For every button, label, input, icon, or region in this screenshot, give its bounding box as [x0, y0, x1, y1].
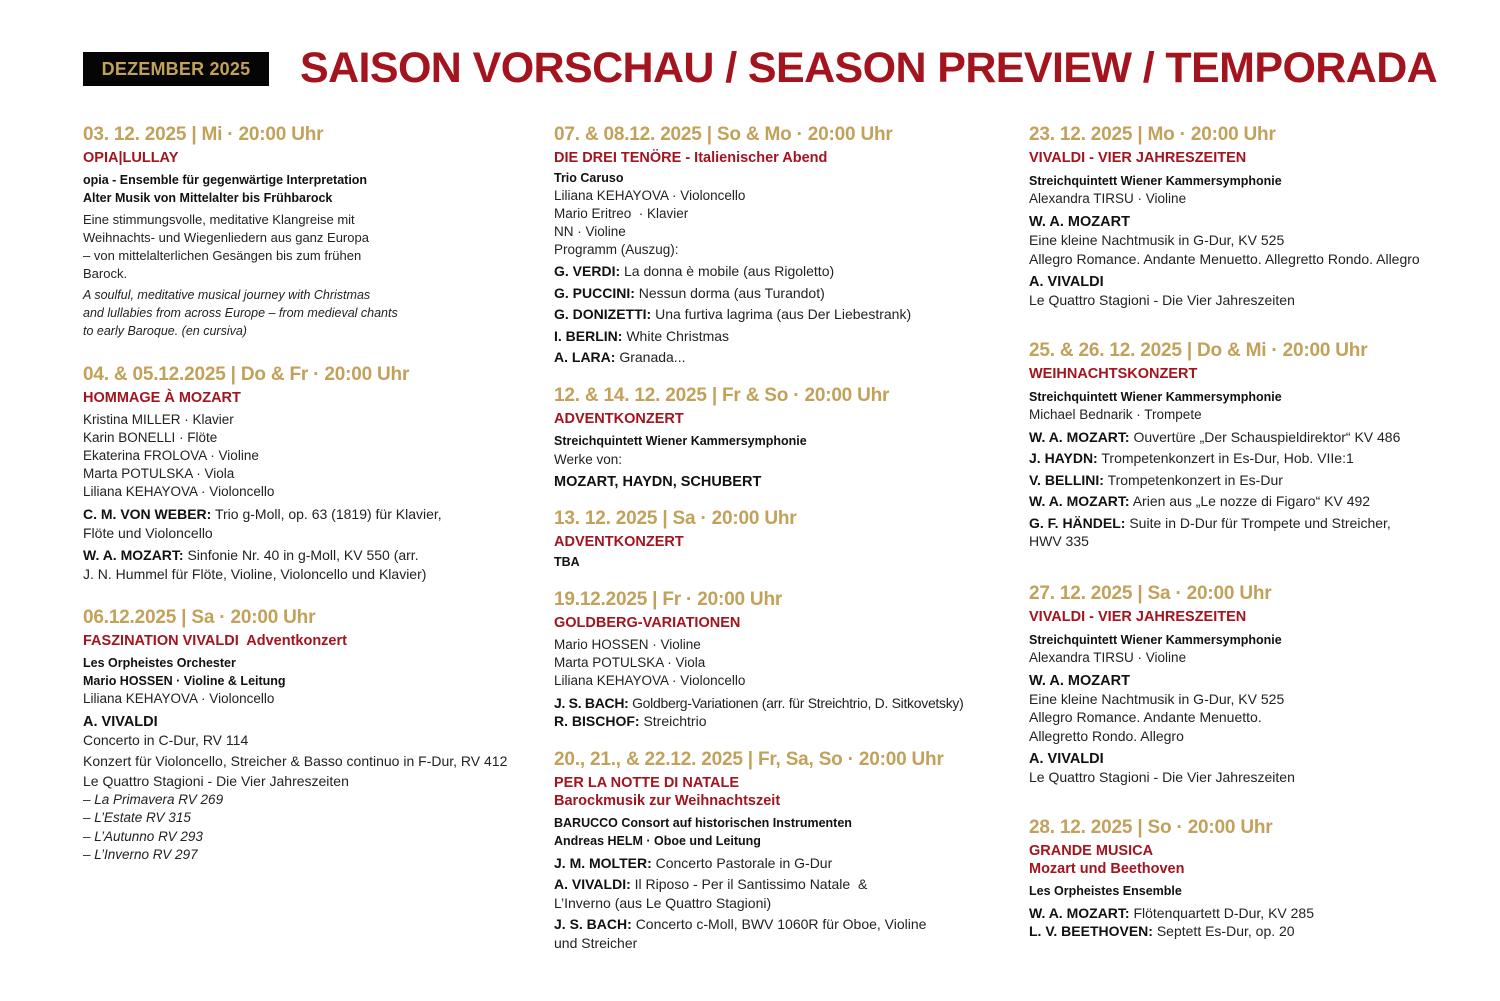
event-06-12: [83, 605, 533, 865]
composer: W. A. MOZART: [1029, 214, 1130, 230]
event-date: 23. 12. 2025 | Mo · 20:00 Uhr: [1029, 124, 1276, 145]
performer: NN · Violine: [554, 224, 626, 239]
piece: Flötenquartett D-Dur, KV 285: [1133, 904, 1315, 921]
piece: Sinfonie Nr. 40 in g-Moll, KV 550 (arr.: [187, 547, 419, 563]
description-line: Weihnachts- und Wiegenliedern aus ganz Europa: [83, 230, 369, 245]
composer: L. V. BEETHOVEN:: [1029, 923, 1153, 939]
composer: J. M. MOLTER:: [554, 854, 652, 871]
movement: – L’Estate RV 315: [83, 810, 191, 825]
piece: Trompetenkonzert in Es-Dur: [1107, 471, 1283, 488]
event-title: ADVENTKONZERT: [554, 533, 684, 550]
piece: Konzert für Violoncello, Streicher & Basso continuo in F-Dur, RV 412: [83, 752, 508, 769]
event-date: 12. & 14. 12. 2025 | Fr & So · 20:00 Uhr: [554, 384, 890, 406]
piece: Le Quattro Stagioni - Die Vier Jahreszeiten: [1029, 769, 1295, 785]
piece: Ouvertüre „Der Schauspieldirektor“ KV 486: [1133, 428, 1401, 445]
ensemble-line: Les Orpheistes Orchester: [83, 656, 236, 670]
note: Werke von:: [554, 451, 623, 467]
ensemble-line: Mario HOSSEN · Violine & Leitung: [83, 674, 286, 688]
description-line: Barock.: [83, 266, 128, 281]
piece: Granada...: [619, 349, 686, 365]
ensemble-line: Alter Musik von Mittelalter bis Frühbarock: [83, 191, 333, 205]
ensemble: [83, 171, 533, 207]
ensemble: Streichquintett Wiener Kammersymphonie: [1029, 632, 1282, 647]
work-item: [554, 875, 1009, 912]
event-title: WEIHNACHTSKONZERT: [1029, 365, 1198, 382]
event-title: PER LA NOTTE DI NATALE: [554, 774, 740, 791]
piece: La donna è mobile (aus Rigoletto): [624, 263, 835, 279]
event-28-12: [1029, 815, 1489, 941]
piece: Goldberg-Variationen (arr. für Streichtrio, D. Sitkovetsky): [632, 694, 964, 711]
event-25-26-12: [1029, 338, 1489, 551]
composer: V. BELLINI:: [1029, 471, 1104, 488]
movement: – L’Inverno RV 297: [83, 847, 198, 862]
piece: Arien aus „Le nozze di Figaro“ KV 492: [1132, 493, 1371, 509]
ensemble: Streichquintett Wiener Kammersymphonie: [1029, 174, 1282, 188]
piece: Concerto c-Moll, BWV 1060R für Oboe, Violine: [635, 916, 927, 932]
ensemble: TBA: [554, 554, 580, 569]
event-title: VIVALDI - VIER JAHRESZEITEN: [1029, 150, 1247, 166]
work-item: [554, 915, 1009, 952]
event-subtitle: Mozart und Beethoven: [1029, 860, 1185, 877]
event-date: 25. & 26. 12. 2025 | Do & Mi · 20:00 Uhr: [1029, 339, 1368, 361]
piece: Eine kleine Nachtmusik in G-Dur, KV 525: [1029, 690, 1285, 707]
composer: C. M. VON WEBER:: [83, 506, 212, 522]
event-date: 07. & 08.12. 2025 | So & Mo · 20:00 Uhr: [554, 124, 893, 145]
piece: Suite in D-Dur für Trompete und Streicher,: [1129, 514, 1391, 531]
performer: Kristina MILLER · Klavier: [83, 412, 234, 427]
event-title: GOLDBERG-VARIATIONEN: [554, 614, 741, 631]
work-item: [554, 327, 1009, 346]
performer: Mario HOSSEN · Violine: [554, 636, 701, 652]
movement: – La Primavera RV 269: [83, 791, 224, 807]
description: [83, 211, 533, 283]
description-line: – von mittelalterlichen Gesängen bis zum frühen: [83, 248, 362, 263]
event-title: HOMMAGE À MOZART: [83, 390, 241, 406]
composer: R. BISCHOF:: [554, 713, 640, 729]
piece: Le Quattro Stagioni - Die Vier Jahreszeiten: [83, 773, 349, 789]
description-line: to early Baroque. (en cursiva): [83, 324, 247, 338]
performer: Liliana KEHAYOVA · Violoncello: [554, 672, 746, 688]
composer: W. A. MOZART:: [83, 547, 184, 563]
movement: – L’Autunno RV 293: [83, 828, 203, 844]
work-item: [554, 694, 1009, 713]
performers: [83, 411, 533, 501]
composer: W. A. MOZART:: [1029, 904, 1130, 921]
event-date: 04. & 05.12.2025 | Do & Fr · 20:00 Uhr: [83, 364, 410, 385]
performers: [554, 636, 1009, 690]
composer: W. A. MOZART: [1029, 672, 1130, 689]
performer: Liliana KEHAYOVA · Violoncello: [83, 691, 275, 706]
performer: Mario Eritreo · Klavier: [554, 206, 689, 221]
event-20-21-22-12: [554, 747, 1009, 953]
composer: A. LARA:: [554, 349, 616, 365]
event-date: 28. 12. 2025 | So · 20:00 Uhr: [1029, 816, 1273, 838]
performer: Ekaterina FROLOVA · Violine: [83, 448, 259, 463]
event-date: 20., 21., & 22.12. 2025 | Fr, Sa, So · 20:00 Uhr: [554, 748, 944, 770]
composer: W. A. MOZART:: [1029, 428, 1130, 445]
description-line: and lullabies from across Europe – from medieval chants: [83, 306, 398, 320]
performer: Liliana KEHAYOVA · Violoncello: [554, 188, 746, 203]
event-date: 06.12.2025 | Sa · 20:00 Uhr: [83, 607, 316, 628]
performer: Michael Bednarik · Trompete: [1029, 406, 1202, 422]
performer: Alexandra TIRSU · Violine: [1029, 191, 1187, 206]
work-item: [1029, 922, 1489, 941]
work-item: [83, 546, 533, 583]
performer: Alexandra TIRSU · Violine: [1029, 649, 1187, 665]
work-item: [554, 262, 1009, 281]
composer: I. BERLIN:: [554, 327, 623, 344]
piece: Il Riposo - Per il Santissimo Natale &: [634, 876, 868, 892]
event-03-12: [83, 122, 533, 340]
work-item: [1029, 514, 1489, 551]
event-23-12: [1029, 122, 1489, 310]
composer: G. PUCCINI:: [554, 284, 635, 301]
piece-cont: und Streicher: [554, 934, 638, 951]
event-subtitle: Barockmusik zur Weihnachtszeit: [554, 792, 781, 809]
piece: Concerto Pastorale in G-Dur: [655, 854, 833, 871]
performer: Marta POTULSKA · Viola: [83, 466, 235, 481]
composer: J. S. BACH:: [554, 694, 629, 711]
work-item: [1029, 449, 1489, 468]
piece: Allegro Romance. Andante Menuetto. Allegretto Rondo. Allegro: [1029, 250, 1420, 267]
ensemble-line: Andreas HELM · Oboe und Leitung: [554, 833, 761, 848]
event-27-12: [1029, 581, 1489, 787]
work-item: [554, 305, 1009, 324]
event-04-05-12: [83, 362, 533, 583]
piece-cont: HWV 335: [1029, 533, 1089, 549]
event-date: 27. 12. 2025 | Sa · 20:00 Uhr: [1029, 582, 1272, 604]
piece-cont: L’Inverno (aus Le Quattro Stagioni): [554, 894, 772, 911]
piece: Streichtrio: [643, 713, 707, 729]
description-line: Eine stimmungsvolle, meditative Klangreise mit: [83, 212, 355, 227]
work-item: [83, 505, 533, 542]
event-07-08-12: [554, 122, 1009, 367]
composer: A. VIVALDI: [1029, 751, 1104, 767]
ensemble: Trio Caruso: [554, 171, 624, 185]
description-line: A soulful, meditative musical journey with Christmas: [83, 288, 371, 302]
piece-cont: Flöte und Violoncello: [83, 524, 213, 541]
month-badge: DEZEMBER 2025: [83, 52, 269, 86]
composer: A. VIVALDI:: [554, 876, 631, 892]
event-title: ADVENTKONZERT: [554, 410, 684, 427]
piece: Trio g-Moll, op. 63 (1819) für Klavier,: [214, 506, 442, 522]
work-item: [1029, 492, 1489, 511]
composer: J. S. BACH:: [554, 916, 632, 932]
column-1: [83, 122, 533, 883]
page-title: SAISON VORSCHAU / SEASON PREVIEW / TEMPORADA: [300, 44, 1438, 92]
piece-cont: J. N. Hummel für Flöte, Violine, Violoncello und Klavier): [83, 565, 427, 582]
piece: Trompetenkonzert in Es-Dur, Hob. VIIe:1: [1101, 450, 1354, 466]
performer: Liliana KEHAYOVA · Violoncello: [83, 484, 275, 499]
piece: White Christmas: [626, 327, 730, 344]
piece: Eine kleine Nachtmusik in G-Dur, KV 525: [1029, 232, 1285, 248]
event-title: DIE DREI TENÖRE - Italienischer Abend: [554, 150, 828, 166]
event-date: 13. 12. 2025 | Sa · 20:00 Uhr: [554, 507, 797, 529]
description-italic: [83, 286, 533, 340]
composer: G. VERDI:: [554, 263, 621, 279]
event-title: OPIA|LULLAY: [83, 150, 179, 166]
composer: G. F. HÄNDEL:: [1029, 514, 1126, 531]
performer: Marta POTULSKA · Viola: [554, 654, 706, 670]
program-label: Programm (Auszug):: [554, 242, 679, 257]
work-item: [1029, 471, 1489, 490]
event-title: FASZINATION VIVALDI Adventkonzert: [83, 633, 347, 649]
event-title: GRANDE MUSICA: [1029, 842, 1154, 859]
work-item: [554, 854, 1009, 873]
ensemble: Streichquintett Wiener Kammersymphonie: [1029, 389, 1282, 404]
event-date: 19.12.2025 | Fr · 20:00 Uhr: [554, 588, 783, 610]
event-19-12: [554, 587, 1009, 731]
piece: Allegro Romance. Andante Menuetto.: [1029, 709, 1262, 725]
event-date: 03. 12. 2025 | Mi · 20:00 Uhr: [83, 124, 324, 145]
composer: G. DONIZETTI:: [554, 306, 652, 322]
composer: A. VIVALDI: [83, 714, 158, 730]
piece: Concerto in C-Dur, RV 114: [83, 732, 249, 748]
composer: W. A. MOZART:: [1029, 493, 1130, 509]
piece: Nessun dorma (aus Turandot): [638, 284, 825, 301]
event-13-12: [554, 506, 1009, 571]
piece: Septett Es-Dur, op. 20: [1156, 923, 1295, 939]
ensemble-line: opia - Ensemble für gegenwärtige Interpretation: [83, 173, 368, 187]
ensemble: [554, 814, 1009, 850]
piece: Una furtiva lagrima (aus Der Liebestrank): [655, 306, 912, 322]
work-item: [1029, 904, 1489, 923]
event-title: VIVALDI - VIER JAHRESZEITEN: [1029, 608, 1247, 625]
column-2: [554, 122, 1009, 970]
work-item: [554, 284, 1009, 303]
ensemble-line: BARUCCO Consort auf historischen Instrumenten: [554, 815, 852, 830]
ensemble: Les Orpheistes Ensemble: [1029, 883, 1182, 898]
work-item: [554, 712, 1009, 731]
column-3: [1029, 122, 1489, 959]
work-item: [1029, 428, 1489, 447]
ensemble: [83, 654, 533, 690]
composers-highlight: MOZART, HAYDN, SCHUBERT: [554, 473, 762, 490]
ensemble: Streichquintett Wiener Kammersymphonie: [554, 433, 807, 448]
work-item: [554, 348, 1009, 367]
event-12-14-12: [554, 383, 1009, 492]
composer: J. HAYDN:: [1029, 450, 1098, 466]
piece: Allegretto Rondo. Allegro: [1029, 727, 1184, 744]
performer: Karin BONELLI · Flöte: [83, 430, 218, 445]
piece: Le Quattro Stagioni - Die Vier Jahreszeiten: [1029, 292, 1295, 308]
composer: A. VIVALDI: [1029, 274, 1104, 290]
